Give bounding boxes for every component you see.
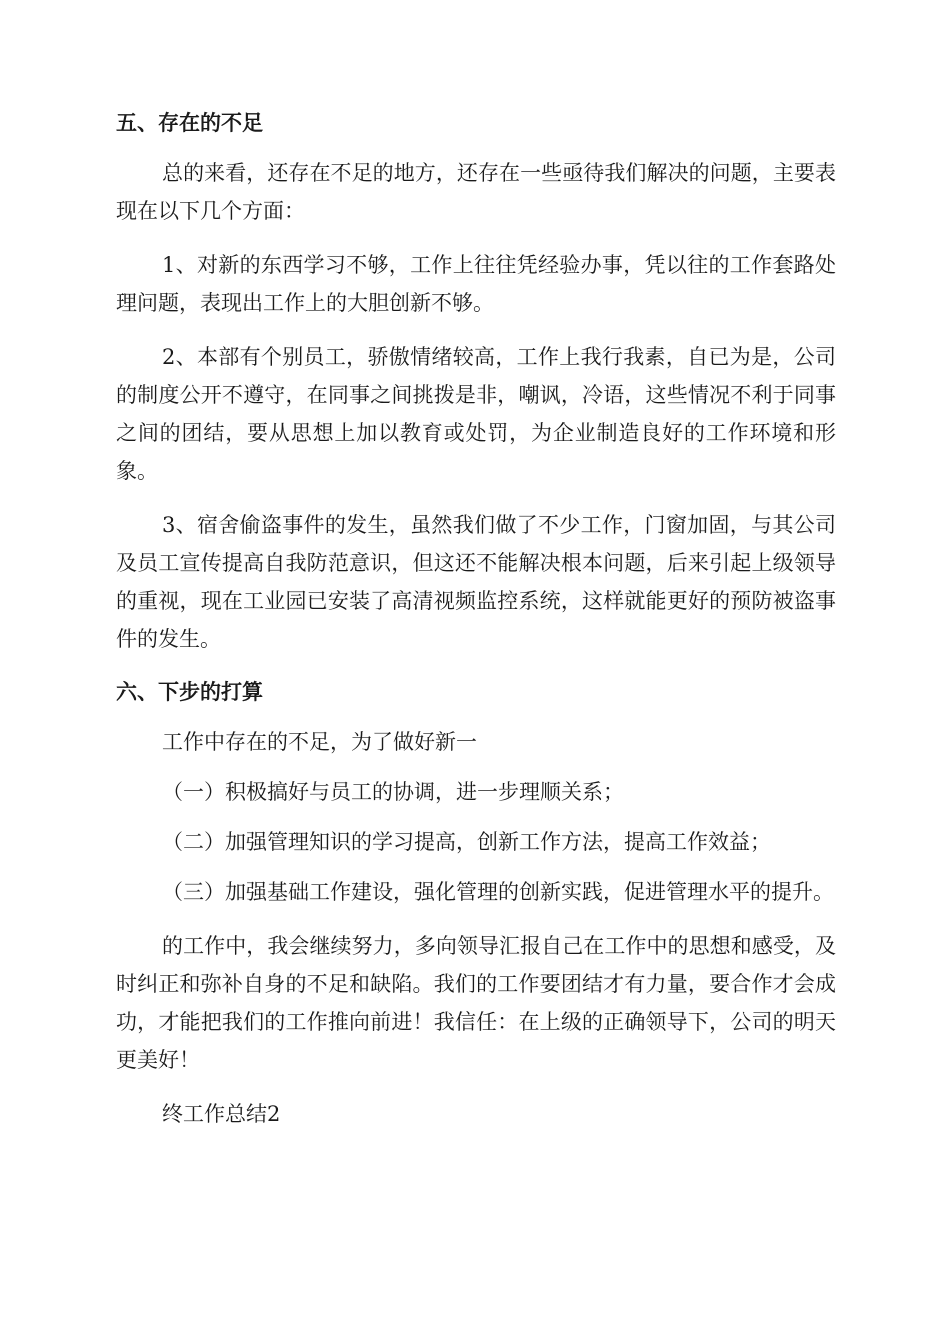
plan-intro-paragraph: 工作中存在的不足，为了做好新一: [162, 730, 477, 754]
plan-item-2: （二）加强管理知识的学习提高，创新工作方法，提高工作效益；: [162, 830, 771, 854]
document-page: [116, 104, 836, 1133]
plan-item-3: （三）加强基础工作建设，强化管理的创新实践，促进管理水平的提升。: [162, 880, 834, 904]
section-heading-shortcomings: 五、存在的不足: [116, 111, 263, 135]
closing-paragraph: 的工作中，我会继续努力，多向领导汇报自己在工作中的思想和感受，及时纠正和弥补自身的不足和缺陷。我们的工作要团结才有力量，要合作才会成功，才能把我们的工作推向前进！我信任：在上级的正确领导下，公司的明天更美好！: [116, 934, 836, 1072]
shortcoming-item-2: 2、本部有个别员工，骄傲情绪较高，工作上我行我素，自已为是，公司的制度公开不遵守，在同事之间挑拨是非，嘲讽，冷语，这些情况不利于同事之间的团结，要从思想上加以教育或处罚，为企业制造良好的工作环境和形象。: [116, 345, 836, 483]
next-document-title: 终工作总结2: [162, 1102, 281, 1126]
shortcoming-item-3: 3、宿舍偷盗事件的发生，虽然我们做了不少工作，门窗加固，与其公司及员工宣传提高自我防范意识，但这还不能解决根本问题，后来引起上级领导的重视，现在工业园已安装了高清视频监控系统，这样就能更好的预防被盗事件的发生。: [116, 513, 836, 651]
section-heading-next-plan: 六、下步的打算: [116, 680, 263, 704]
section-intro-paragraph: 总的来看，还存在不足的地方，还存在一些亟待我们解决的问题，主要表现在以下几个方面：: [116, 161, 836, 223]
shortcoming-item-1: 1、对新的东西学习不够，工作上往往凭经验办事，凭以往的工作套路处理问题，表现出工作上的大胆创新不够。: [116, 253, 836, 315]
plan-item-1: （一）积极搞好与员工的协调，进一步理顺关系；: [162, 780, 624, 804]
